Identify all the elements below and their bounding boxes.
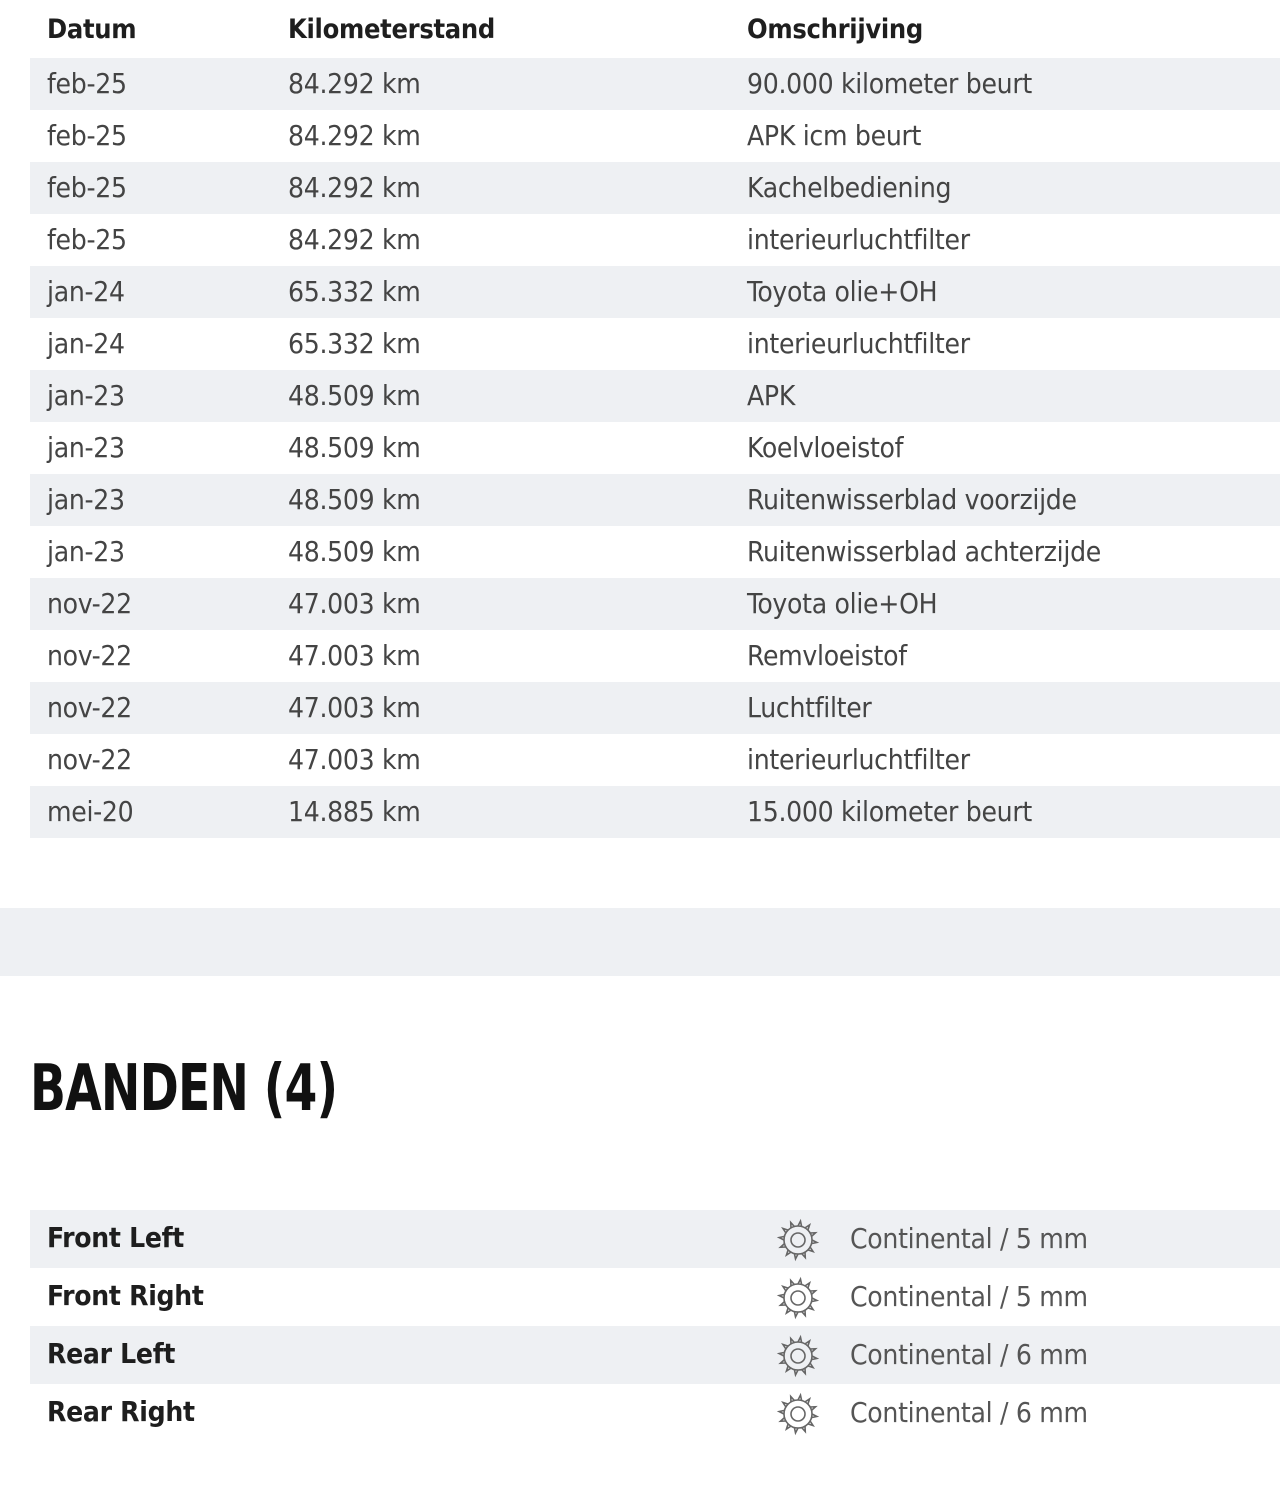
tyre-position: Rear Right (47, 1395, 195, 1428)
date-cell: jan-23 (47, 483, 125, 516)
table-row (30, 734, 1280, 786)
tyre-brand-depth: Continental / 6 mm (850, 1396, 1088, 1429)
tyre-brand-depth: Continental / 5 mm (850, 1280, 1088, 1313)
description-cell: Ruitenwisserblad achterzijde (747, 535, 1101, 568)
mileage-cell: 84.292 km (288, 67, 421, 100)
description-cell: Remvloeistof (747, 639, 907, 672)
tyres-table (30, 1210, 1280, 1442)
header-description: Omschrijving (747, 14, 923, 45)
description-cell: Luchtfilter (747, 691, 872, 724)
mileage-cell: 47.003 km (288, 743, 421, 776)
date-cell: feb-25 (47, 171, 127, 204)
table-body (30, 58, 1280, 838)
date-cell: feb-25 (47, 67, 127, 100)
tyre-brand-depth: Continental / 5 mm (850, 1222, 1088, 1255)
date-cell: jan-23 (47, 535, 125, 568)
table-row (30, 214, 1280, 266)
mileage-cell: 14.885 km (288, 795, 421, 828)
date-cell: nov-22 (47, 587, 132, 620)
date-cell: jan-24 (47, 327, 125, 360)
tyre-row (30, 1268, 1280, 1326)
header-date: Datum (47, 14, 137, 45)
date-cell: nov-22 (47, 691, 132, 724)
mileage-cell: 48.509 km (288, 379, 421, 412)
mileage-cell: 47.003 km (288, 639, 421, 672)
table-row (30, 526, 1280, 578)
description-cell: Koelvloeistof (747, 431, 904, 464)
section-divider (0, 908, 1280, 976)
table-row (30, 58, 1280, 110)
description-cell: Ruitenwisserblad voorzijde (747, 483, 1077, 516)
date-cell: feb-25 (47, 223, 127, 256)
date-cell: feb-25 (47, 119, 127, 152)
tyre-position: Front Right (47, 1279, 204, 1312)
table-row (30, 370, 1280, 422)
description-cell: Toyota olie+OH (747, 275, 938, 308)
service-history-table (30, 0, 1280, 838)
table-row (30, 682, 1280, 734)
tyre-row (30, 1210, 1280, 1268)
date-cell: jan-23 (47, 379, 125, 412)
tyres-section-title: BANDEN (4) (30, 1052, 338, 1126)
table-row (30, 162, 1280, 214)
header-mileage: Kilometerstand (288, 14, 495, 45)
table-row (30, 630, 1280, 682)
table-row (30, 578, 1280, 630)
table-row (30, 110, 1280, 162)
description-cell: APK icm beurt (747, 119, 922, 152)
date-cell: jan-23 (47, 431, 125, 464)
date-cell: nov-22 (47, 639, 132, 672)
description-cell: APK (747, 379, 796, 412)
tyre-position: Rear Left (47, 1337, 176, 1370)
date-cell: nov-22 (47, 743, 132, 776)
mileage-cell: 65.332 km (288, 327, 421, 360)
mileage-cell: 84.292 km (288, 223, 421, 256)
mileage-cell: 65.332 km (288, 275, 421, 308)
tyre-icon (776, 1334, 820, 1378)
mileage-cell: 48.509 km (288, 431, 421, 464)
table-row (30, 266, 1280, 318)
tyre-icon (776, 1276, 820, 1320)
description-cell: Kachelbediening (747, 171, 952, 204)
tyre-icon (776, 1218, 820, 1262)
table-row (30, 474, 1280, 526)
table-row (30, 422, 1280, 474)
description-cell: 15.000 kilometer beurt (747, 795, 1032, 828)
table-row (30, 318, 1280, 370)
date-cell: mei-20 (47, 795, 134, 828)
tyre-position: Front Left (47, 1221, 185, 1254)
table-row (30, 786, 1280, 838)
tyre-icon (776, 1392, 820, 1436)
description-cell: interieurluchtfilter (747, 743, 970, 776)
tyre-row (30, 1384, 1280, 1442)
table-header (30, 0, 1280, 58)
tyre-row (30, 1326, 1280, 1384)
description-cell: Toyota olie+OH (747, 587, 938, 620)
mileage-cell: 48.509 km (288, 483, 421, 516)
tyre-brand-depth: Continental / 6 mm (850, 1338, 1088, 1371)
mileage-cell: 47.003 km (288, 587, 421, 620)
description-cell: 90.000 kilometer beurt (747, 67, 1032, 100)
mileage-cell: 48.509 km (288, 535, 421, 568)
mileage-cell: 84.292 km (288, 119, 421, 152)
description-cell: interieurluchtfilter (747, 223, 970, 256)
mileage-cell: 84.292 km (288, 171, 421, 204)
mileage-cell: 47.003 km (288, 691, 421, 724)
date-cell: jan-24 (47, 275, 125, 308)
description-cell: interieurluchtfilter (747, 327, 970, 360)
